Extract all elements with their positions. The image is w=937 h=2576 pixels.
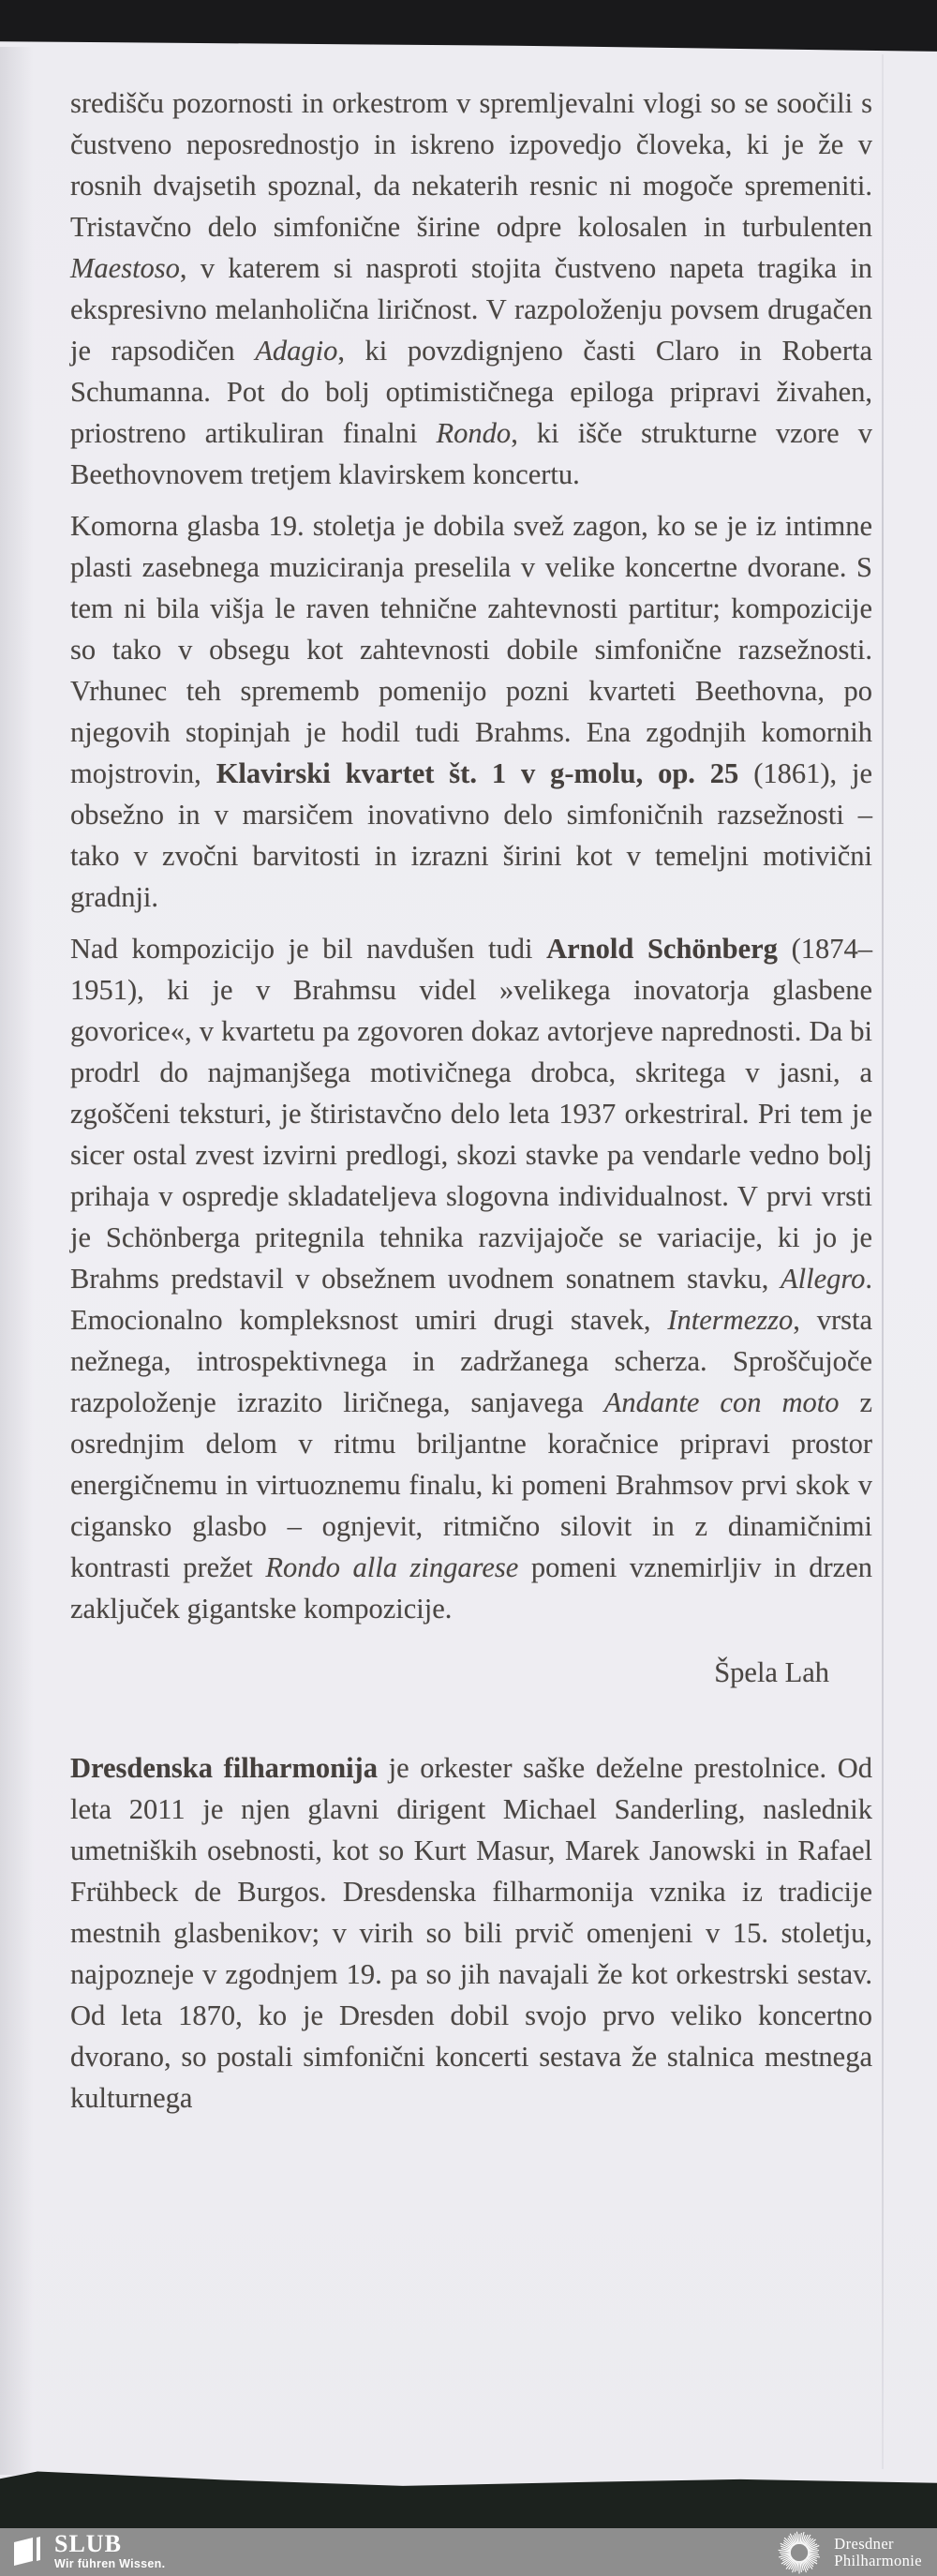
open-book-icon — [13, 2537, 42, 2566]
slub-tagline: Wir führen Wissen. — [54, 2557, 166, 2570]
paragraph-dresdner-philharmonie: Dresdenska filharmonija je orkester saške deželne prestolnice. Od leta 2011 je njen glavni dirigent Michael Sanderling, naslednik umetniških osebnosti, kot so Kurt Masur, Marek Janowski in Rafael Frühbeck de Burgos. Dresdenska filharmonija vznika iz tradicije mestnih glasbenikov; v virih so bili prvič omenjeni v 15. stoletju, najpozneje v zgodnjem 19. pa so jih navajali že kot orkestrski sestav. Od leta 1870, ko je Dresden dobil svojo prvo veliko koncertno dvorano, so postali simfonični koncerti sestava že stalnica mestnega kulturnega — [70, 1752, 872, 2114]
dresdner-philharmonie-logo — [776, 2529, 922, 2576]
library-branding-footer — [0, 2528, 937, 2576]
slub-wordmark: SLUB — [54, 2530, 122, 2557]
slub-logo — [13, 2530, 166, 2571]
scan-background-bottom-band — [0, 2469, 937, 2529]
starburst-icon — [776, 2529, 823, 2576]
page-edge-shadow — [0, 47, 34, 2475]
philharmonie-wordmark-group — [834, 2536, 922, 2569]
paragraph-chamber-music: Komorna glasba 19. stoletja je dobila svež zagon, ko se je iz intimne plasti zasebnega muziciranja preselila v velike koncertne dvorane. S tem ni bila višja le raven tehnične zahtevnosti partitur; kompozicije so tako v obsegu kot zahtevnosti dobile simfonične razsežnosti. Vrhunec teh sprememb pomenijo pozni kvarteti Beethovna, po njegovih stopinjah je hodil tudi Brahms. Ena zgodnjih komornih mojstrovin, Klavirski kvartet št. 1 v g-molu, op. 25 (1861), je obsežno in v marsičem inovativno delo simfoničnih razsežnosti – tako v zvočni barvitosti in izrazni širini kot v temeljni motivični gradnji. — [70, 510, 873, 913]
philharmonie-wordmark-line1: Dresdner — [834, 2535, 894, 2553]
paragraph-schoenberg: Nad kompozicijo je bil navdušen tudi Arnold Schönberg (1874–1951), ki je v Brahmsu videl »velikega inovatorja glasbene govorice«, v kvartetu pa zgovoren dokaz avtorjeve naprednosti. Da bi prodrl do najmanjšega motivičnega drobca, skritega v jasni, a zgoščeni teksturi, je štiristavčno delo leta 1937 orkestriral. Pri tem je sicer ostal zvest izvirni predlogi, skozi stavke pa vendarle vedno bolj prihaja v ospredje skladateljeva slogovna individualnost. V prvi vrsti je Schönberga pritegnila tehnika razvijajoče se variacije, ki jo je Brahms predstavil v obsežnem uvodnem sonatnem stavku, Allegro. Emocionalno kompleksnost umiri drugi stavek, Intermezzo, vrsta nežnega, introspektivnega in zadržanega scherza. Sproščujoče razpoloženje izrazito liričnega, sanjavega Andante con moto z osrednjim delom v ritmu briljantne koračnice pripravi prostor energičnemu in virtuoznemu finalu, ki pomeni Brahmsov prvi skok v cigansko glasbo – ognjevit, ritmično silovit in z dinamičnimi kontrasti prežet Rondo alla zingarese pomeni vznemirljiv in drzen zaključek gigantske kompozicije. — [70, 933, 873, 1625]
philharmonie-wordmark-line2: Philharmonie — [834, 2551, 922, 2569]
scan-background-top-band — [0, 0, 937, 52]
author-signature: Špela Lah — [714, 1656, 829, 1688]
slub-wordmark-group — [54, 2530, 166, 2571]
paragraph-movements: središču pozornosti in orkestrom v spremljevalni vlogi so se soočili s čustveno neposrednostjo in iskreno izpovedjo človeka, ki je že v rosnih dvajsetih spoznal, da nekaterih resnic ni mogoče spremeniti. Tristavčno delo simfonične širine odpre kolosalen in turbulenten Maestoso, v katerem si nasproti stojita čustveno napeta tragika in ekspresivno melanholična liričnost. V razpoloženju povsem drugačen je rapsodičen Adagio, ki povzdignjeno časti Claro in Roberta Schumanna. Pot do bolj optimističnega epiloga pripravi živahen, priostreno artikuliran finalni Rondo, ki išče strukturne vzore v Beethovnovem tretjem klavirskem koncertu. — [70, 87, 873, 490]
page-text-block — [70, 82, 872, 2129]
page-fold-crease — [882, 54, 884, 2469]
